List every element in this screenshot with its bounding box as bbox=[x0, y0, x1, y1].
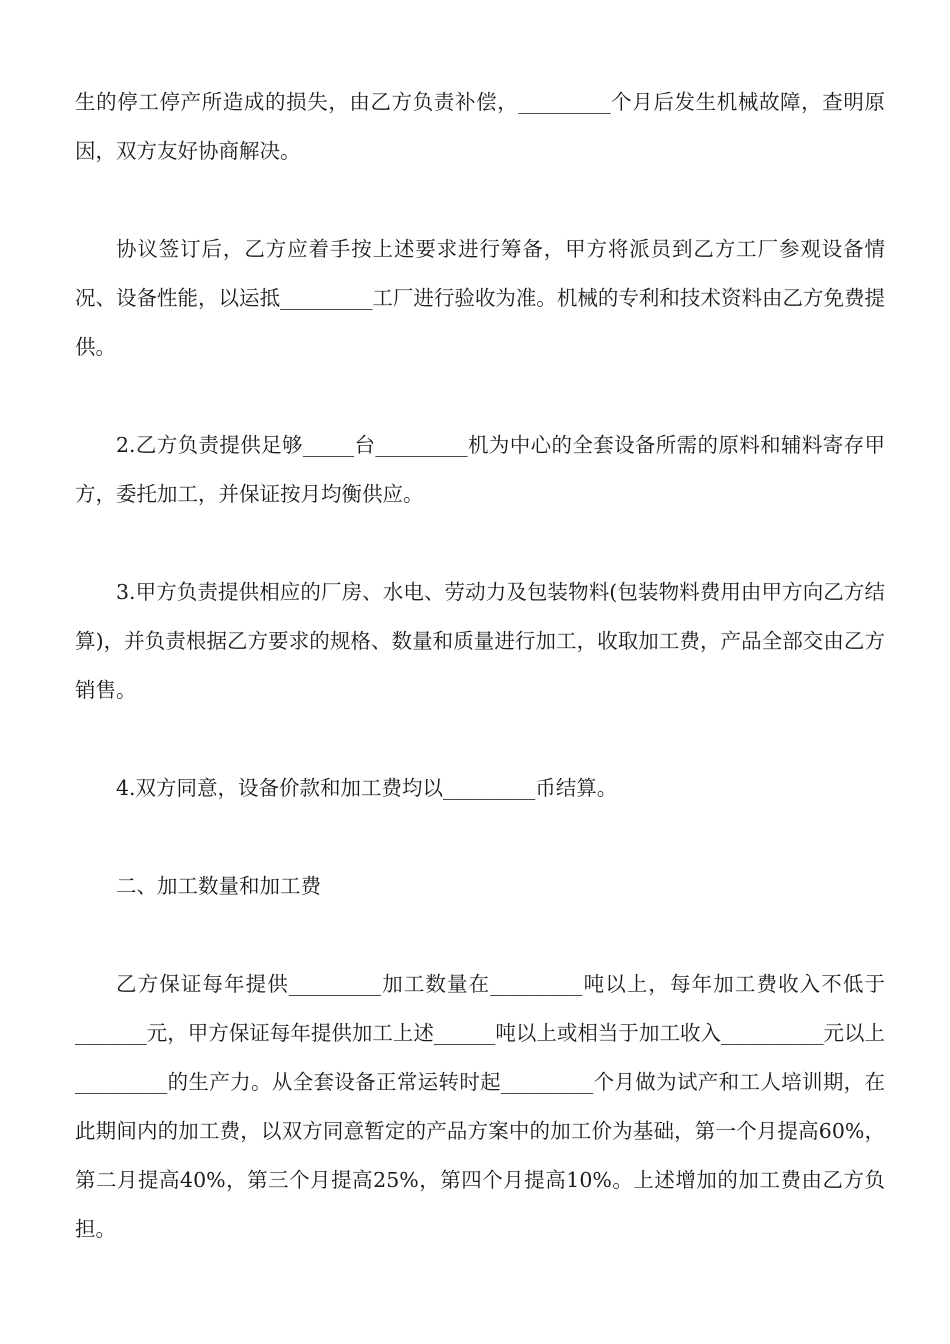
paragraph-agreement-preparation: 协议签订后，乙方应着手按上述要求进行筹备，甲方将派员到乙方工厂参观设备情况、设备性能，以运抵_________工厂进行验收为准。机械的专利和技术资料由乙方免费提供。 bbox=[75, 237, 885, 359]
document-page bbox=[75, 78, 885, 1254]
paragraph-clause-2: 2.乙方负责提供足够_____台_________机为中心的全套设备所需的原料和辅料寄存甲方，委托加工，并保证按月均衡供应。 bbox=[75, 433, 885, 506]
section-heading-processing-quantity: 二、加工数量和加工费 bbox=[116, 874, 321, 898]
paragraph-loss-compensation: 生的停工停产所造成的损失，由乙方负责补偿，_________个月后发生机械故障，查明原因，双方友好协商解决。 bbox=[75, 90, 885, 163]
paragraph-clause-4: 4.双方同意，设备价款和加工费均以_________币结算。 bbox=[116, 776, 618, 800]
paragraph-processing-quantity-fees: 乙方保证每年提供_________加工数量在_________吨以上，每年加工费收入不低于_______元，甲方保证每年提供加工上述______吨以上或相当于加工收入__________元以上_________的生产力。从全套设备正常运转时起_________个月做为试产和工人培训期，在此期间内的加工费，以双方同意暂定的产品方案中的加工价为基础，第一个月提高60%，第二月提高40%，第三个月提高25%，第四个月提高10%。上述增加的加工费由乙方负担。 bbox=[75, 972, 885, 1241]
paragraph-clause-3: 3.甲方负责提供相应的厂房、水电、劳动力及包装物料(包装物料费用由甲方向乙方结算)，并负责根据乙方要求的规格、数量和质量进行加工，收取加工费，产品全部交由乙方销售。 bbox=[75, 580, 885, 702]
